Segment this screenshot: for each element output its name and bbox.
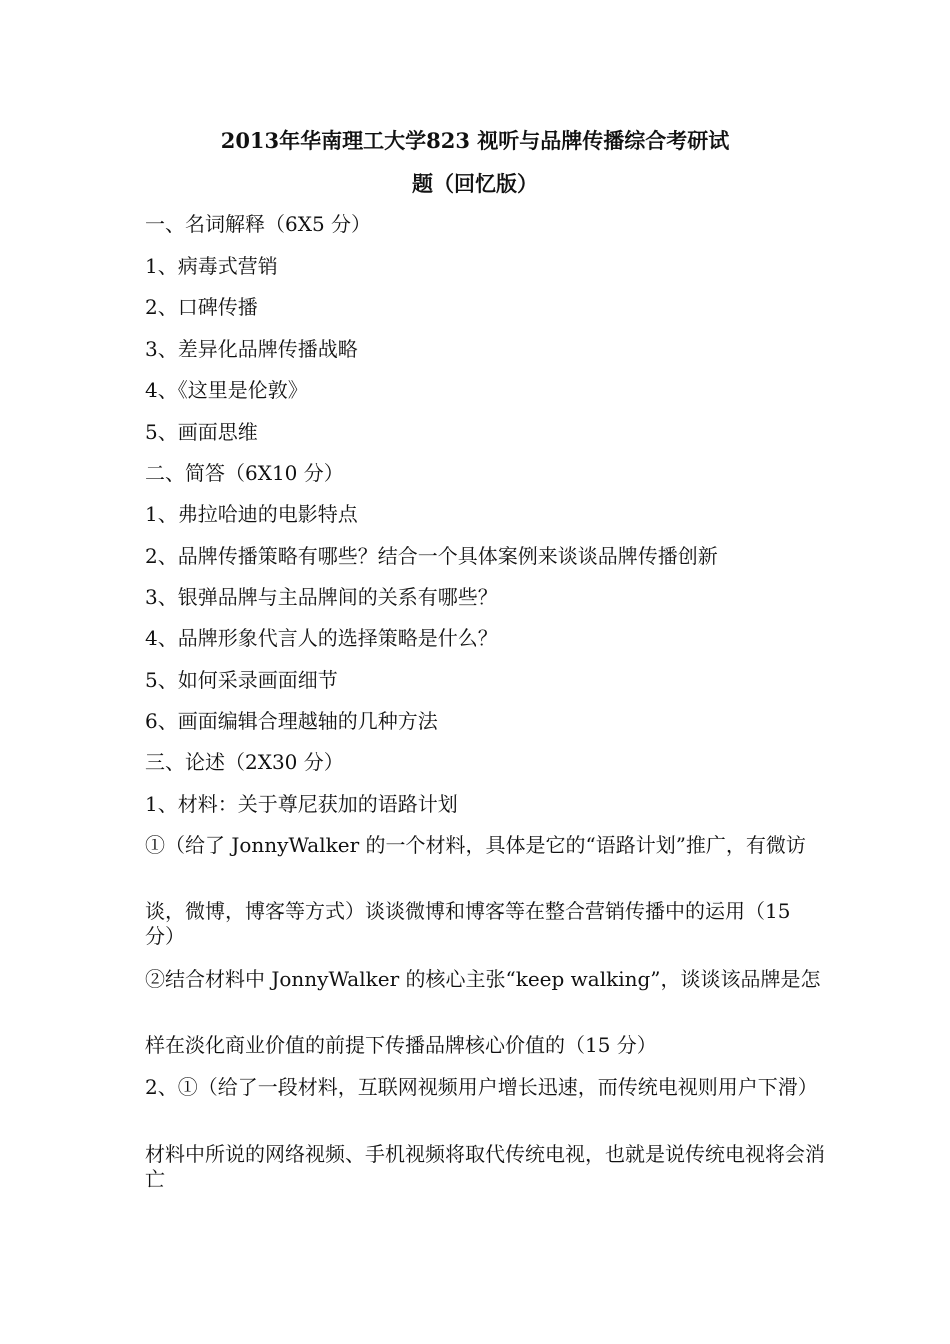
document-title-continued: 题（回忆版） (412, 171, 538, 196)
list-item: 2、口碑传播 (145, 295, 258, 319)
paragraph: 2、①（给了一段材料，互联网视频用户增长迅速，而传统电视则用户下滑） (145, 1075, 818, 1099)
list-item: 5、画面思维 (145, 420, 258, 444)
list-item: 3、差异化品牌传播战略 (145, 337, 358, 361)
section-heading-essay: 三、论述（2X30 分） (145, 750, 344, 774)
list-item: 5、如何采录画面细节 (145, 668, 338, 692)
list-item: 4、品牌形象代言人的选择策略是什么？ (145, 626, 498, 650)
paragraph: 谈，微博，博客等方式）谈谈微博和博客等在整合营销传播中的运用（15 分） (145, 899, 791, 948)
list-item: 1、病毒式营销 (145, 254, 278, 278)
paragraph: 材料中所说的网络视频、手机视频将取代传统电视，也就是说传统电视将会消亡 (145, 1142, 825, 1191)
list-item: 6、画面编辑合理越轴的几种方法 (145, 709, 438, 733)
document-title: 2013年华南理工大学823 视听与品牌传播综合考研试 (220, 128, 730, 153)
paragraph: ②结合材料中 JonnyWalker 的核心主张“keep walking”，谈谈该品牌是怎 (145, 967, 821, 991)
essay-question-title: 1、材料：关于尊尼获加的语路计划 (145, 792, 458, 816)
list-item: 3、银弹品牌与主品牌间的关系有哪些？ (145, 585, 498, 609)
list-item: 4、《这里是伦敦》 (145, 378, 308, 402)
list-item: 1、弗拉哈迪的电影特点 (145, 502, 358, 526)
section-heading-terms: 一、名词解释（6X5 分） (145, 212, 372, 236)
list-item: 2、品牌传播策略有哪些？结合一个具体案例来谈谈品牌传播创新 (145, 544, 718, 568)
paragraph: ①（给了 JonnyWalker 的一个材料，具体是它的“语路计划”推广，有微访 (145, 833, 806, 857)
paragraph: 样在淡化商业价值的前提下传播品牌核心价值的（15 分） (145, 1033, 657, 1057)
section-heading-short-answer: 二、简答（6X10 分） (145, 461, 344, 485)
